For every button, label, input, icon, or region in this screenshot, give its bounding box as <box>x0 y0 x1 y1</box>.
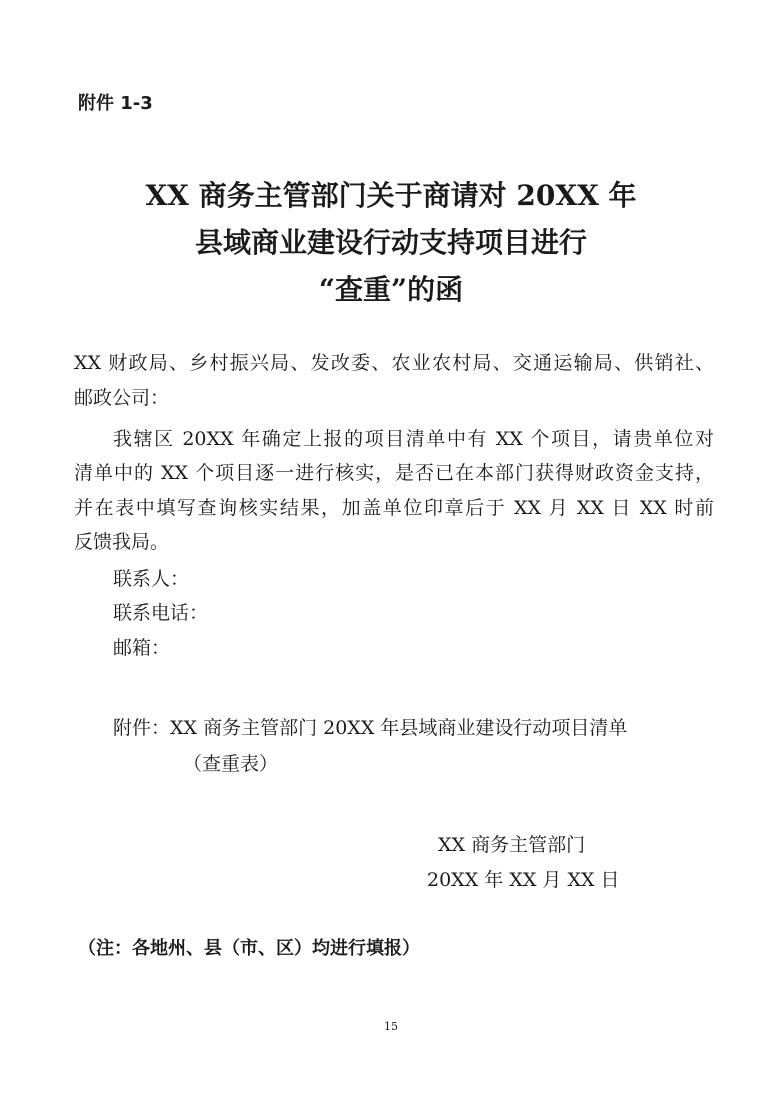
body-line-1: 我辖区 20XX 年确定上报的项目清单中有 XX 个项目，请贵单位对 <box>113 428 714 450</box>
attachment-line-1: 附件：XX 商务主管部门 20XX 年县域商业建设行动项目清单 <box>113 717 628 739</box>
body-line-3: 并在表中填写查询核实结果，加盖单位印章后于 XX 月 XX 日 XX 时前 <box>74 497 714 519</box>
body-line-2: 清单中的 XX 个项目逐一进行核实，是否已在本部门获得财政资金支持， <box>74 462 714 484</box>
title-line-2: 县域商业建设行动支持项目进行 <box>194 226 587 259</box>
document-title <box>0 172 782 313</box>
recipients-line-2: 邮政公司： <box>74 387 170 409</box>
title-line-3: “查重”的函 <box>318 273 464 306</box>
page-number: 15 <box>384 1020 398 1033</box>
title-line-1: XX 商务主管部门关于商请对 20XX 年 <box>145 179 637 212</box>
contact-email: 邮箱： <box>113 637 171 659</box>
recipients-line-1: XX 财政局、乡村振兴局、发改委、农业农村局、交通运输局、供销社、 <box>74 352 714 374</box>
attachment-label: 附件 1-3 <box>78 93 153 114</box>
attachment-line-2: （查重表） <box>183 753 279 775</box>
body-line-4: 反馈我局。 <box>74 531 170 553</box>
contact-phone: 联系电话： <box>113 602 209 624</box>
fill-note: （注：各地州、县（市、区）均进行填报） <box>78 938 420 959</box>
signature-org: XX 商务主管部门 <box>438 834 586 856</box>
contact-person: 联系人： <box>113 568 190 590</box>
signature-date: 20XX 年 XX 月 XX 日 <box>427 869 620 891</box>
